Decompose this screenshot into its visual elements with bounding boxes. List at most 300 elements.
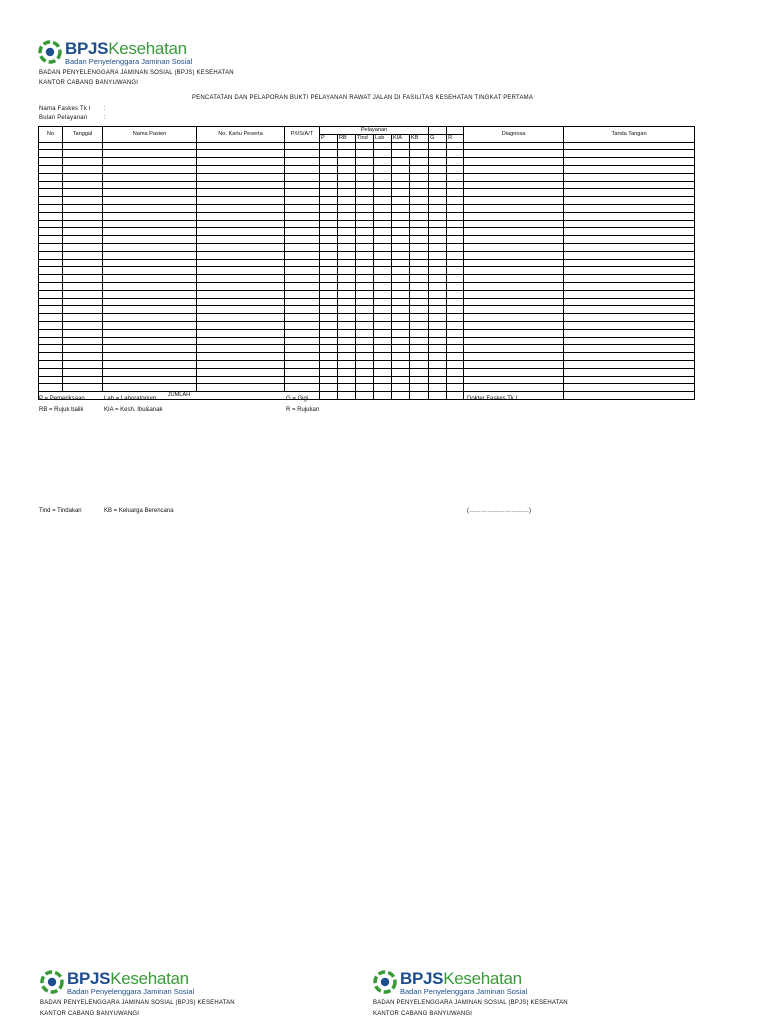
table-cell[interactable] — [320, 142, 338, 150]
table-cell[interactable] — [63, 228, 103, 236]
table-cell[interactable] — [103, 243, 197, 251]
table-cell[interactable] — [464, 267, 564, 275]
table-cell[interactable] — [410, 329, 429, 337]
table-cell[interactable] — [197, 376, 285, 384]
table-cell[interactable] — [320, 360, 338, 368]
table-cell[interactable] — [410, 181, 429, 189]
table-cell[interactable] — [63, 368, 103, 376]
table-cell[interactable] — [39, 275, 63, 283]
table-cell[interactable] — [63, 220, 103, 228]
table-cell[interactable] — [197, 181, 285, 189]
table-cell[interactable] — [320, 181, 338, 189]
table-cell[interactable] — [39, 204, 63, 212]
table-cell[interactable] — [410, 251, 429, 259]
table-cell[interactable] — [285, 290, 320, 298]
table-cell[interactable] — [285, 158, 320, 166]
table-cell[interactable] — [374, 368, 392, 376]
table-cell[interactable] — [39, 360, 63, 368]
table-cell[interactable] — [63, 384, 103, 392]
table-cell[interactable] — [39, 329, 63, 337]
table-cell[interactable] — [429, 197, 447, 205]
table-cell[interactable] — [285, 282, 320, 290]
table-cell[interactable] — [392, 165, 410, 173]
table-cell[interactable] — [285, 189, 320, 197]
table-cell[interactable] — [63, 150, 103, 158]
table-cell[interactable] — [392, 259, 410, 267]
table-cell[interactable] — [447, 142, 464, 150]
table-cell[interactable] — [63, 181, 103, 189]
table-cell[interactable] — [429, 236, 447, 244]
table-cell[interactable] — [564, 220, 695, 228]
table-cell[interactable] — [356, 376, 374, 384]
table-cell[interactable] — [320, 150, 338, 158]
table-cell[interactable] — [338, 376, 356, 384]
table-cell[interactable] — [39, 298, 63, 306]
table-cell[interactable] — [374, 306, 392, 314]
table-cell[interactable] — [338, 236, 356, 244]
table-cell[interactable] — [39, 353, 63, 361]
table-cell[interactable] — [392, 306, 410, 314]
table-cell[interactable] — [564, 376, 695, 384]
table-cell[interactable] — [63, 173, 103, 181]
table-cell[interactable] — [374, 243, 392, 251]
table-cell[interactable] — [338, 150, 356, 158]
table-cell[interactable] — [356, 345, 374, 353]
table-cell[interactable] — [320, 337, 338, 345]
table-cell[interactable] — [338, 282, 356, 290]
table-cell[interactable] — [429, 142, 447, 150]
table-cell[interactable] — [197, 142, 285, 150]
table-cell[interactable] — [320, 345, 338, 353]
table-cell[interactable] — [410, 165, 429, 173]
table-cell[interactable] — [374, 290, 392, 298]
table-cell[interactable] — [429, 353, 447, 361]
table-cell[interactable] — [103, 290, 197, 298]
table-cell[interactable] — [374, 282, 392, 290]
table-cell[interactable] — [338, 158, 356, 166]
table-cell[interactable] — [285, 150, 320, 158]
table-cell[interactable] — [447, 158, 464, 166]
table-cell[interactable] — [356, 251, 374, 259]
table-cell[interactable] — [447, 220, 464, 228]
table-cell[interactable] — [285, 275, 320, 283]
table-cell[interactable] — [338, 298, 356, 306]
table-cell[interactable] — [63, 314, 103, 322]
table-cell[interactable] — [39, 290, 63, 298]
table-cell[interactable] — [285, 212, 320, 220]
table-cell[interactable] — [338, 329, 356, 337]
table-cell[interactable] — [338, 181, 356, 189]
table-cell[interactable] — [429, 337, 447, 345]
table-cell[interactable] — [63, 158, 103, 166]
table-cell[interactable] — [356, 165, 374, 173]
table-cell[interactable] — [320, 275, 338, 283]
table-cell[interactable] — [63, 360, 103, 368]
table-cell[interactable] — [410, 150, 429, 158]
table-cell[interactable] — [285, 376, 320, 384]
table-cell[interactable] — [374, 197, 392, 205]
table-cell[interactable] — [447, 251, 464, 259]
table-cell[interactable] — [285, 142, 320, 150]
table-cell[interactable] — [63, 337, 103, 345]
table-cell[interactable] — [564, 236, 695, 244]
table-cell[interactable] — [374, 251, 392, 259]
table-cell[interactable] — [103, 158, 197, 166]
table-cell[interactable] — [374, 142, 392, 150]
table-cell[interactable] — [356, 150, 374, 158]
table-cell[interactable] — [63, 329, 103, 337]
table-cell[interactable] — [63, 282, 103, 290]
table-cell[interactable] — [392, 243, 410, 251]
table-cell[interactable] — [285, 337, 320, 345]
table-cell[interactable] — [103, 181, 197, 189]
table-cell[interactable] — [103, 275, 197, 283]
table-cell[interactable] — [320, 228, 338, 236]
table-cell[interactable] — [564, 298, 695, 306]
table-cell[interactable] — [63, 306, 103, 314]
table-cell[interactable] — [464, 290, 564, 298]
table-cell[interactable] — [374, 298, 392, 306]
table-cell[interactable] — [564, 212, 695, 220]
table-cell[interactable] — [564, 329, 695, 337]
table-cell[interactable] — [429, 173, 447, 181]
table-cell[interactable] — [429, 150, 447, 158]
table-cell[interactable] — [374, 275, 392, 283]
table-cell[interactable] — [320, 236, 338, 244]
table-cell[interactable] — [285, 173, 320, 181]
table-cell[interactable] — [564, 259, 695, 267]
table-cell[interactable] — [285, 360, 320, 368]
table-cell[interactable] — [429, 282, 447, 290]
table-cell[interactable] — [103, 360, 197, 368]
table-cell[interactable] — [197, 353, 285, 361]
table-cell[interactable] — [320, 267, 338, 275]
table-cell[interactable] — [338, 314, 356, 322]
table-cell[interactable] — [39, 189, 63, 197]
table-cell[interactable] — [197, 321, 285, 329]
table-cell[interactable] — [285, 345, 320, 353]
table-cell[interactable] — [564, 165, 695, 173]
table-cell[interactable] — [197, 306, 285, 314]
table-cell[interactable] — [356, 314, 374, 322]
table-cell[interactable] — [464, 275, 564, 283]
table-cell[interactable] — [464, 212, 564, 220]
table-cell[interactable] — [564, 321, 695, 329]
table-cell[interactable] — [338, 384, 356, 392]
table-cell[interactable] — [447, 290, 464, 298]
table-cell[interactable] — [63, 197, 103, 205]
table-cell[interactable] — [392, 212, 410, 220]
table-cell[interactable] — [197, 228, 285, 236]
table-cell[interactable] — [464, 306, 564, 314]
table-cell[interactable] — [392, 329, 410, 337]
table-cell[interactable] — [447, 353, 464, 361]
table-cell[interactable] — [338, 220, 356, 228]
table-cell[interactable] — [39, 251, 63, 259]
table-cell[interactable] — [410, 290, 429, 298]
table-cell[interactable] — [320, 329, 338, 337]
table-cell[interactable] — [564, 150, 695, 158]
table-cell[interactable] — [564, 275, 695, 283]
table-cell[interactable] — [447, 298, 464, 306]
table-cell[interactable] — [197, 243, 285, 251]
table-cell[interactable] — [392, 368, 410, 376]
table-cell[interactable] — [103, 345, 197, 353]
table-cell[interactable] — [374, 329, 392, 337]
table-cell[interactable] — [197, 212, 285, 220]
table-cell[interactable] — [356, 360, 374, 368]
table-cell[interactable] — [320, 290, 338, 298]
table-cell[interactable] — [338, 321, 356, 329]
table-cell[interactable] — [63, 353, 103, 361]
table-cell[interactable] — [392, 173, 410, 181]
table-cell[interactable] — [320, 368, 338, 376]
table-cell[interactable] — [374, 360, 392, 368]
table-cell[interactable] — [103, 142, 197, 150]
table-cell[interactable] — [356, 290, 374, 298]
table-cell[interactable] — [285, 259, 320, 267]
table-cell[interactable] — [392, 204, 410, 212]
table-cell[interactable] — [103, 321, 197, 329]
table-cell[interactable] — [63, 298, 103, 306]
table-cell[interactable] — [374, 314, 392, 322]
table-cell[interactable] — [103, 259, 197, 267]
table-cell[interactable] — [338, 173, 356, 181]
table-cell[interactable] — [464, 189, 564, 197]
table-cell[interactable] — [285, 314, 320, 322]
table-cell[interactable] — [447, 275, 464, 283]
table-cell[interactable] — [63, 275, 103, 283]
table-cell[interactable] — [564, 251, 695, 259]
table-cell[interactable] — [39, 368, 63, 376]
table-cell[interactable] — [447, 212, 464, 220]
table-cell[interactable] — [103, 306, 197, 314]
table-cell[interactable] — [464, 384, 564, 392]
table-cell[interactable] — [320, 251, 338, 259]
table-cell[interactable] — [320, 298, 338, 306]
table-cell[interactable] — [392, 321, 410, 329]
table-cell[interactable] — [356, 220, 374, 228]
table-cell[interactable] — [356, 337, 374, 345]
table-cell[interactable] — [392, 337, 410, 345]
table-cell[interactable] — [464, 282, 564, 290]
table-cell[interactable] — [564, 353, 695, 361]
total-cell[interactable] — [429, 392, 447, 400]
table-cell[interactable] — [410, 236, 429, 244]
table-cell[interactable] — [356, 228, 374, 236]
table-cell[interactable] — [429, 259, 447, 267]
table-cell[interactable] — [564, 243, 695, 251]
table-cell[interactable] — [285, 267, 320, 275]
table-cell[interactable] — [374, 384, 392, 392]
table-cell[interactable] — [285, 165, 320, 173]
table-cell[interactable] — [63, 243, 103, 251]
table-cell[interactable] — [410, 228, 429, 236]
table-cell[interactable] — [429, 329, 447, 337]
table-cell[interactable] — [285, 220, 320, 228]
table-cell[interactable] — [564, 306, 695, 314]
table-cell[interactable] — [39, 181, 63, 189]
table-cell[interactable] — [464, 228, 564, 236]
table-cell[interactable] — [103, 368, 197, 376]
table-cell[interactable] — [197, 236, 285, 244]
table-cell[interactable] — [63, 204, 103, 212]
table-cell[interactable] — [429, 212, 447, 220]
table-cell[interactable] — [392, 197, 410, 205]
table-cell[interactable] — [410, 282, 429, 290]
table-cell[interactable] — [374, 165, 392, 173]
table-cell[interactable] — [464, 360, 564, 368]
table-cell[interactable] — [410, 158, 429, 166]
table-cell[interactable] — [392, 267, 410, 275]
table-cell[interactable] — [410, 173, 429, 181]
table-cell[interactable] — [197, 158, 285, 166]
table-cell[interactable] — [197, 337, 285, 345]
table-cell[interactable] — [392, 290, 410, 298]
table-cell[interactable] — [39, 173, 63, 181]
table-cell[interactable] — [338, 243, 356, 251]
table-cell[interactable] — [285, 321, 320, 329]
table-cell[interactable] — [429, 290, 447, 298]
table-cell[interactable] — [564, 290, 695, 298]
table-cell[interactable] — [285, 384, 320, 392]
table-cell[interactable] — [429, 321, 447, 329]
table-cell[interactable] — [464, 321, 564, 329]
table-cell[interactable] — [356, 306, 374, 314]
table-cell[interactable] — [103, 236, 197, 244]
table-cell[interactable] — [338, 204, 356, 212]
table-cell[interactable] — [410, 306, 429, 314]
table-cell[interactable] — [197, 275, 285, 283]
table-cell[interactable] — [103, 314, 197, 322]
table-cell[interactable] — [338, 368, 356, 376]
table-cell[interactable] — [410, 337, 429, 345]
table-cell[interactable] — [320, 314, 338, 322]
table-cell[interactable] — [374, 173, 392, 181]
table-cell[interactable] — [374, 220, 392, 228]
table-cell[interactable] — [39, 142, 63, 150]
table-cell[interactable] — [447, 173, 464, 181]
table-cell[interactable] — [429, 360, 447, 368]
table-cell[interactable] — [39, 267, 63, 275]
table-cell[interactable] — [39, 282, 63, 290]
table-cell[interactable] — [39, 212, 63, 220]
table-cell[interactable] — [338, 228, 356, 236]
table-cell[interactable] — [63, 345, 103, 353]
table-cell[interactable] — [320, 165, 338, 173]
table-cell[interactable] — [356, 158, 374, 166]
table-cell[interactable] — [39, 197, 63, 205]
table-cell[interactable] — [410, 321, 429, 329]
table-cell[interactable] — [447, 197, 464, 205]
table-cell[interactable] — [410, 267, 429, 275]
table-cell[interactable] — [197, 251, 285, 259]
table-cell[interactable] — [374, 345, 392, 353]
table-cell[interactable] — [410, 275, 429, 283]
table-cell[interactable] — [464, 345, 564, 353]
table-cell[interactable] — [356, 282, 374, 290]
table-cell[interactable] — [447, 376, 464, 384]
table-cell[interactable] — [197, 259, 285, 267]
table-cell[interactable] — [103, 267, 197, 275]
table-cell[interactable] — [338, 353, 356, 361]
table-cell[interactable] — [464, 376, 564, 384]
table-cell[interactable] — [464, 337, 564, 345]
table-cell[interactable] — [464, 329, 564, 337]
table-cell[interactable] — [564, 197, 695, 205]
table-cell[interactable] — [356, 368, 374, 376]
table-cell[interactable] — [374, 321, 392, 329]
table-cell[interactable] — [338, 345, 356, 353]
table-cell[interactable] — [392, 275, 410, 283]
table-cell[interactable] — [429, 251, 447, 259]
table-cell[interactable] — [564, 368, 695, 376]
total-cell[interactable] — [374, 392, 392, 400]
table-cell[interactable] — [429, 384, 447, 392]
table-cell[interactable] — [320, 189, 338, 197]
table-cell[interactable] — [39, 337, 63, 345]
table-cell[interactable] — [447, 243, 464, 251]
table-cell[interactable] — [447, 236, 464, 244]
table-cell[interactable] — [197, 384, 285, 392]
table-cell[interactable] — [338, 306, 356, 314]
table-cell[interactable] — [447, 259, 464, 267]
table-cell[interactable] — [320, 204, 338, 212]
table-cell[interactable] — [564, 142, 695, 150]
table-cell[interactable] — [320, 321, 338, 329]
table-cell[interactable] — [103, 165, 197, 173]
table-cell[interactable] — [429, 228, 447, 236]
table-cell[interactable] — [410, 368, 429, 376]
table-cell[interactable] — [564, 345, 695, 353]
table-cell[interactable] — [429, 368, 447, 376]
table-cell[interactable] — [374, 236, 392, 244]
table-cell[interactable] — [429, 345, 447, 353]
table-cell[interactable] — [197, 329, 285, 337]
table-cell[interactable] — [356, 243, 374, 251]
table-cell[interactable] — [39, 259, 63, 267]
table-cell[interactable] — [103, 329, 197, 337]
table-cell[interactable] — [103, 376, 197, 384]
table-cell[interactable] — [429, 376, 447, 384]
table-cell[interactable] — [410, 259, 429, 267]
table-cell[interactable] — [63, 267, 103, 275]
table-cell[interactable] — [447, 368, 464, 376]
table-cell[interactable] — [429, 298, 447, 306]
table-cell[interactable] — [39, 220, 63, 228]
table-cell[interactable] — [429, 158, 447, 166]
table-cell[interactable] — [410, 220, 429, 228]
table-cell[interactable] — [285, 353, 320, 361]
table-cell[interactable] — [197, 197, 285, 205]
table-cell[interactable] — [392, 142, 410, 150]
table-cell[interactable] — [356, 353, 374, 361]
table-cell[interactable] — [63, 290, 103, 298]
table-cell[interactable] — [392, 298, 410, 306]
table-cell[interactable] — [338, 197, 356, 205]
table-cell[interactable] — [447, 306, 464, 314]
table-cell[interactable] — [63, 259, 103, 267]
table-cell[interactable] — [410, 345, 429, 353]
table-cell[interactable] — [410, 142, 429, 150]
table-cell[interactable] — [374, 376, 392, 384]
table-cell[interactable] — [447, 282, 464, 290]
table-cell[interactable] — [564, 337, 695, 345]
table-cell[interactable] — [320, 212, 338, 220]
table-cell[interactable] — [564, 384, 695, 392]
table-cell[interactable] — [197, 314, 285, 322]
table-cell[interactable] — [447, 337, 464, 345]
